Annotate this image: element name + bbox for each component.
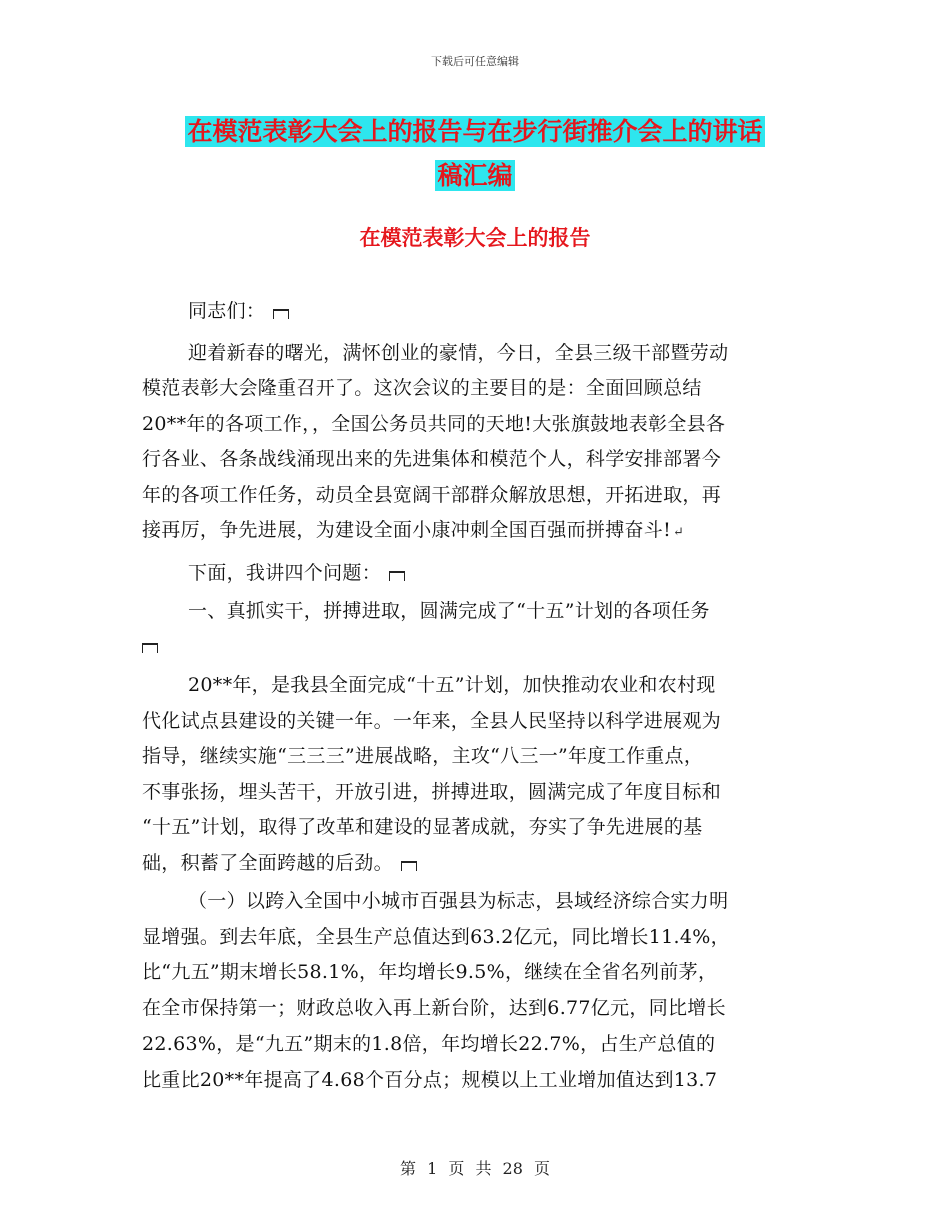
body-line: 一、真抓实干，拼搏进取，圆满完成了“十五”计划的各项任务	[188, 600, 710, 622]
body-line: 同志们：	[188, 296, 289, 323]
body-line: 迎着新春的曙光，满怀创业的豪情，今日，全县三级干部暨劳动	[188, 342, 729, 364]
section-title: 在模范表彰大会上的报告	[359, 226, 591, 250]
document-title-line1: 在模范表彰大会上的报告与在步行街推介会上的讲话	[187, 117, 763, 146]
line-break-mark-icon: ↵	[673, 525, 685, 540]
body-line: （一）以跨入全国中小城市百强县为标志，县域经济综合实力明	[188, 890, 729, 912]
body-line: 下面，我讲四个问题：	[188, 558, 405, 585]
body-line: “十五”计划，取得了改革和建设的显著成就，夯实了争先进展的基	[142, 816, 703, 838]
header-note: 下载后可任意编辑	[431, 55, 519, 68]
paragraph-mark-icon	[273, 309, 289, 319]
body-line: 在全市保持第一；财政总收入再上新台阶，达到6.77亿元，同比增长	[142, 997, 726, 1019]
body-line: 比“九五”期末增长58.1%，年均增长9.5%，继续在全省名列前茅，	[142, 961, 718, 983]
body-line: 20**年，是我县全面完成“十五”计划，加快推动农业和农村现	[188, 674, 716, 696]
paragraph-mark-icon	[142, 643, 158, 653]
body-line: 指导，继续实施“三三三”进展战略，主攻“八三一”年度工作重点，	[142, 745, 704, 767]
body-line: 础，积蓄了全面跨越的后劲。	[142, 848, 417, 875]
body-line: 年的各项工作任务，动员全县宽阔干部群众解放思想，开拓进取，再	[142, 484, 722, 506]
paragraph-mark-icon	[401, 861, 417, 871]
paragraph-mark-icon	[389, 571, 405, 581]
body-line	[142, 634, 158, 656]
body-line: 显增强。到去年底，全县生产总值达到63.2亿元，同比增长11.4%，	[142, 926, 730, 948]
body-line: 行各业、各条战线涌现出来的先进集体和模范个人，科学安排部署今	[142, 448, 722, 470]
body-line: 比重比20**年提高了4.68个百分点；规模以上工业增加值达到13.7	[142, 1069, 718, 1091]
body-line: 20**年的各项工作，，全国公务员共同的天地!大张旗鼓地表彰全县各	[142, 413, 726, 435]
body-line: 不事张扬，埋头苦干，开放引进，拼搏进取，圆满完成了年度目标和	[142, 781, 722, 803]
page-footer: 第 1 页 共 28 页	[400, 1159, 550, 1178]
document-title-line2: 稿汇编	[437, 161, 513, 190]
body-line: 代化试点县建设的关键一年。一年来，全县人民坚持以科学进展观为	[142, 710, 722, 732]
body-line: 模范表彰大会隆重召开了。这次会议的主要目的是：全面回顾总结	[142, 377, 702, 399]
body-line: 22.63%，是“九五”期末的1.8倍，年均增长22.7%，占生产总值的	[142, 1033, 716, 1055]
body-line: 接再厉，争先进展，为建设全面小康冲刺全国百强而拼搏奋斗! ↵	[142, 519, 685, 541]
